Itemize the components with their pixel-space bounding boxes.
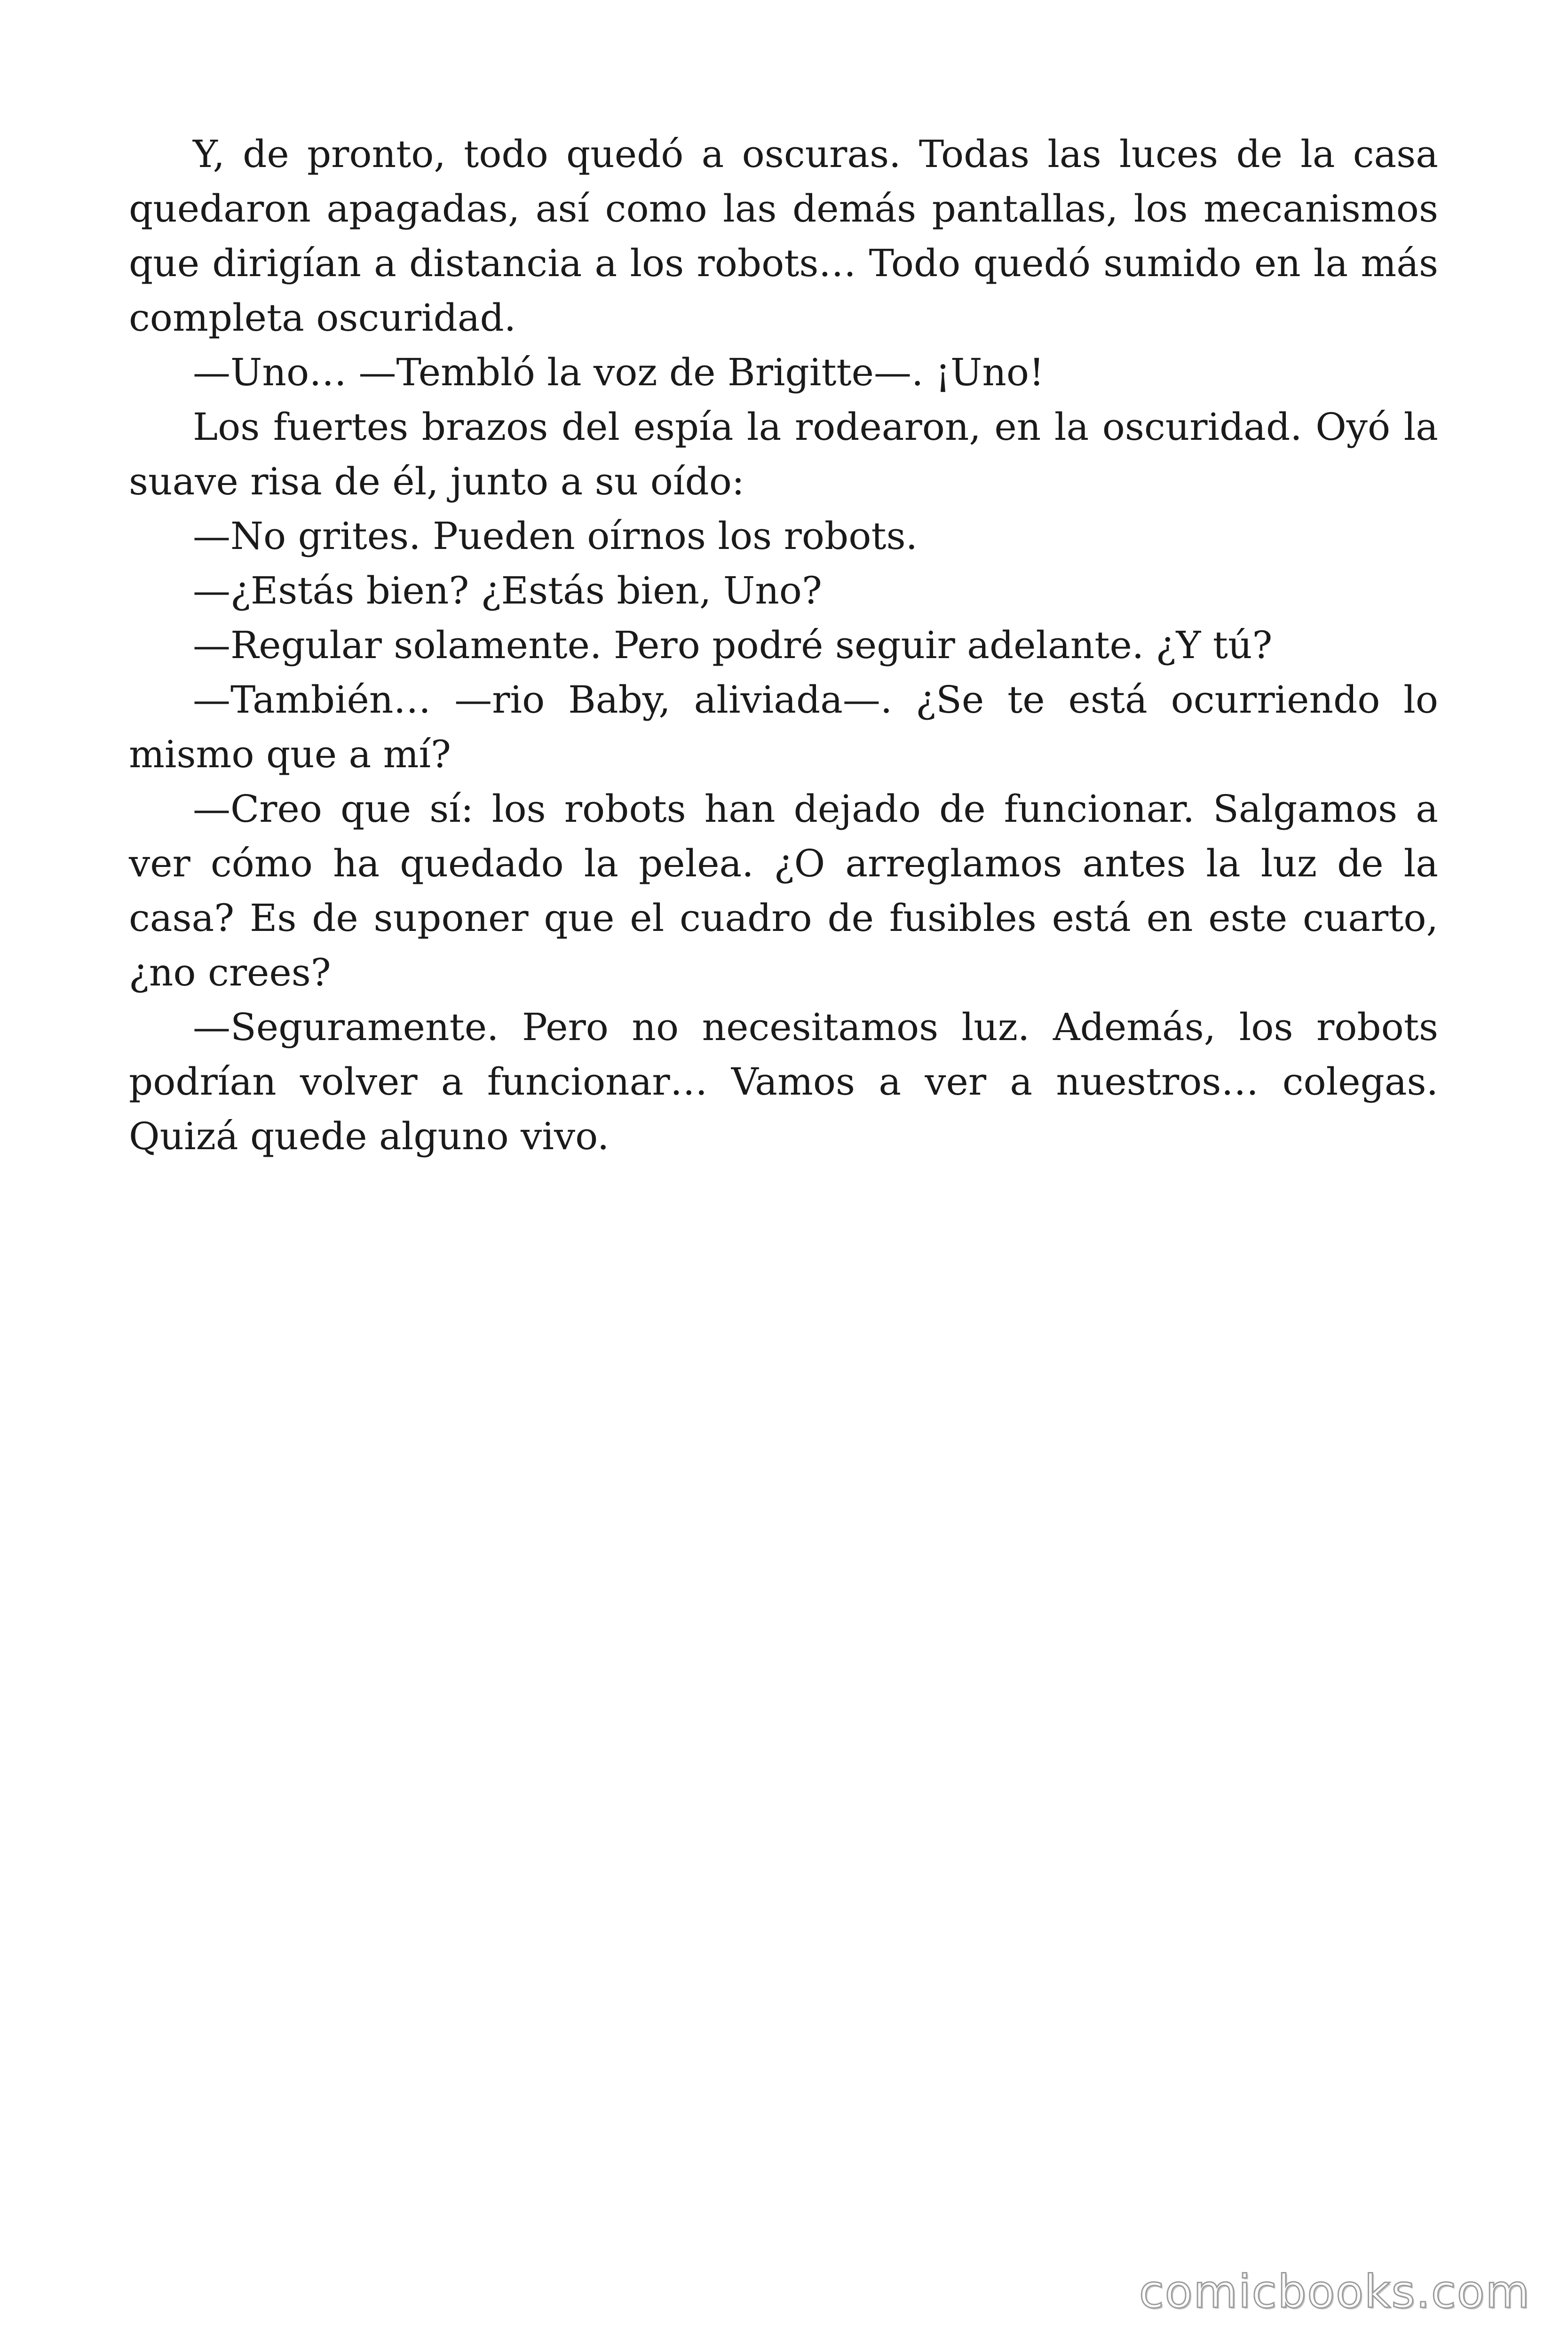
paragraph-2: —Uno… —Tembló la voz de Brigitte—. ¡Uno! bbox=[193, 350, 1045, 394]
paragraph-9: —Seguramente. Pero no necesitamos luz. Además, los robots podrían volver a funcionar… Vamos a ver a nuestros… colegas. Quizá quede alguno vivo. bbox=[129, 1005, 1438, 1158]
paragraph-5: —¿Estás bien? ¿Estás bien, Uno? bbox=[193, 569, 822, 612]
paragraph-7: —También… —rio Baby, aliviada—. ¿Se te está ocurriendo lo mismo que a mí? bbox=[129, 678, 1438, 776]
paragraph-8: —Creo que sí: los robots han dejado de funcionar. Salgamos a ver cómo ha quedado la pelea. ¿O arreglamos antes la luz de la casa? Es de suponer que el cuadro de fusibles está en este cuarto, ¿no crees? bbox=[129, 787, 1438, 994]
body-text bbox=[129, 127, 1438, 1164]
watermark: comicbooks.com bbox=[1139, 2265, 1530, 2318]
paragraph-4: —No grites. Pueden oírnos los robots. bbox=[193, 514, 918, 558]
paragraph-3: Los fuertes brazos del espía la rodearon, en la oscuridad. Oyó la suave risa de él, junto a su oído: bbox=[129, 405, 1438, 503]
paragraph-1: Y, de pronto, todo quedó a oscuras. Todas las luces de la casa quedaron apagadas, así como las demás pantallas, los mecanismos que dirigían a distancia a los robots… Todo quedó sumido en la más completa oscuridad. bbox=[129, 132, 1438, 340]
paragraph-6: —Regular solamente. Pero podré seguir adelante. ¿Y tú? bbox=[193, 623, 1273, 667]
